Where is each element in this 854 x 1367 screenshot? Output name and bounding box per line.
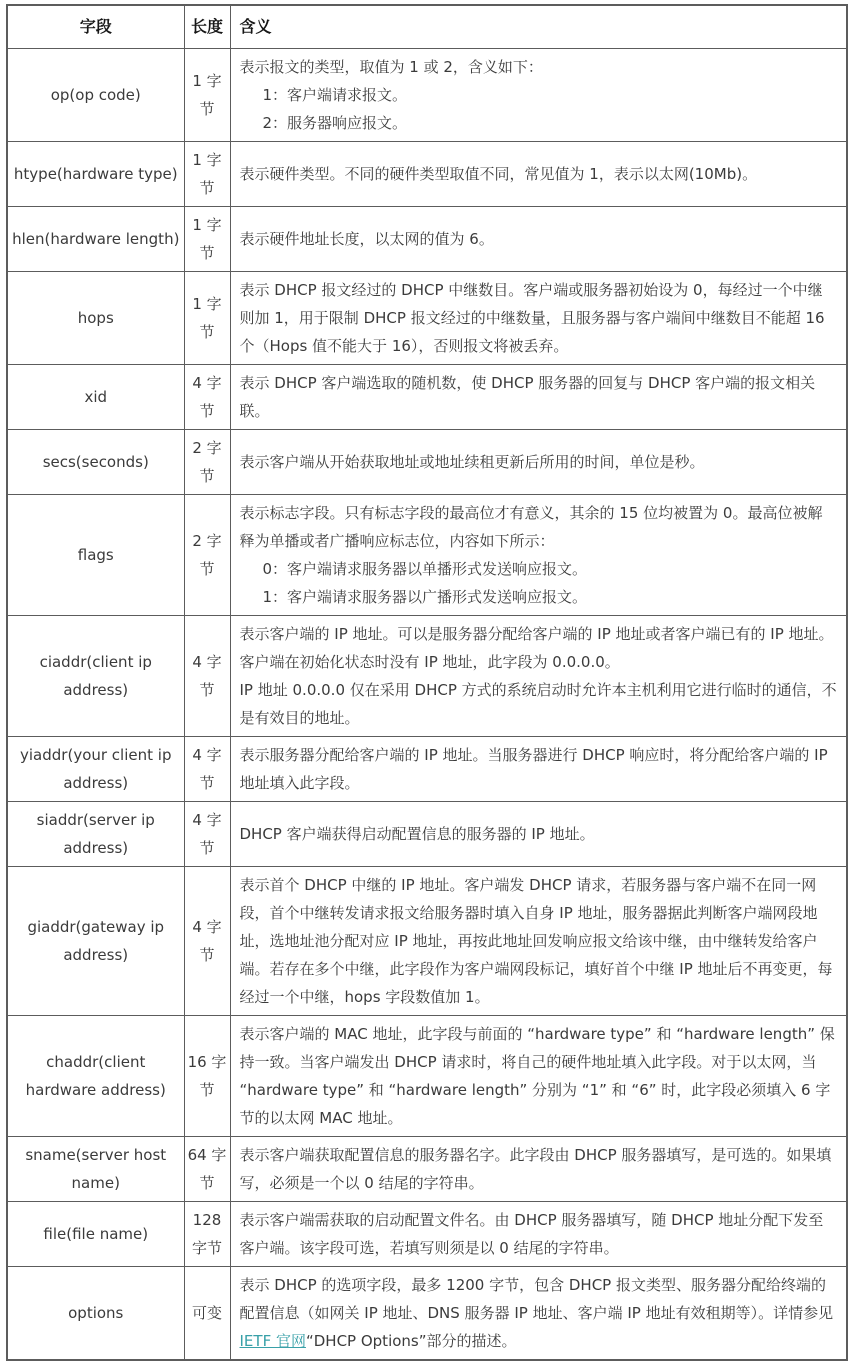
- field-length-cell: 4 字节: [184, 737, 230, 802]
- table-row-yiaddr: [7, 737, 847, 802]
- meaning-text: 0：客户端请求服务器以单播形式发送响应报文。: [262, 560, 588, 578]
- field-length-cell: 4 字节: [184, 802, 230, 867]
- field-length-cell: 1 字节: [184, 207, 230, 272]
- field-length-cell: 可变: [184, 1267, 230, 1361]
- meaning-text: 1：客户端请求服务器以广播形式发送响应报文。: [262, 588, 588, 606]
- meaning-paragraph: [240, 620, 838, 676]
- field-meaning-cell: [230, 616, 847, 737]
- column-header-length: 长度: [184, 5, 230, 49]
- field-name-cell: ciaddr(client ip address): [7, 616, 184, 737]
- meaning-paragraph: [240, 1141, 838, 1197]
- meaning-text: 表示客户端的 MAC 地址，此字段与前面的 “hardware type” 和 “hardware length” 保持一致。当客户端发出 DHCP 请求时，将自己的硬件地址填入此字段。对于以太网，当 “hardware type” 和 “hardware length” 分别为 “1” 和 “6” 时，此字段必须填入 6 字节的以太网 MAC 地址。: [239, 1025, 835, 1127]
- field-length-cell: 2 字节: [184, 495, 230, 616]
- field-length-cell: 16 字节: [184, 1016, 230, 1137]
- table-row-file: [7, 1202, 847, 1267]
- meaning-paragraph: [240, 1271, 838, 1355]
- field-meaning-cell: [230, 1202, 847, 1267]
- table-row-flags: [7, 495, 847, 616]
- field-length-cell: 2 字节: [184, 430, 230, 495]
- meaning-text: 表示客户端从开始获取地址或地址续租更新后所用的时间，单位是秒。: [239, 453, 705, 471]
- table-header-row: [7, 5, 847, 49]
- field-length-cell: 1 字节: [184, 272, 230, 365]
- field-length-cell: 4 字节: [184, 365, 230, 430]
- field-length-cell: 1 字节: [184, 142, 230, 207]
- table-row-chaddr: [7, 1016, 847, 1137]
- meaning-list-item: [240, 109, 838, 137]
- field-meaning-cell: [230, 142, 847, 207]
- meaning-paragraph: [240, 448, 838, 476]
- table-row-siaddr: [7, 802, 847, 867]
- field-length-cell: 128 字节: [184, 1202, 230, 1267]
- meaning-list-item: [240, 555, 838, 583]
- table-body: [7, 49, 847, 1361]
- field-name-cell: chaddr(client hardware address): [7, 1016, 184, 1137]
- field-meaning-cell: [230, 207, 847, 272]
- table-row-htype: [7, 142, 847, 207]
- field-meaning-cell: [230, 867, 847, 1016]
- meaning-paragraph: [240, 741, 838, 797]
- meaning-text: 表示 DHCP 客户端选取的随机数，使 DHCP 服务器的回复与 DHCP 客户端的报文相关联。: [239, 374, 816, 420]
- table-row-options: [7, 1267, 847, 1361]
- table-row-sname: [7, 1137, 847, 1202]
- meaning-text: “DHCP Options”部分的描述。: [305, 1332, 517, 1350]
- field-name-cell: htype(hardware type): [7, 142, 184, 207]
- meaning-paragraph: [240, 1206, 838, 1262]
- table-row-op: [7, 49, 847, 142]
- meaning-text: IP 地址 0.0.0.0 仅在采用 DHCP 方式的系统启动时允许本主机利用它进行临时的通信，不是有效目的地址。: [239, 681, 837, 727]
- meaning-list-item: [240, 81, 838, 109]
- meaning-paragraph: [240, 369, 838, 425]
- meaning-text: DHCP 客户端获得启动配置信息的服务器的 IP 地址。: [239, 825, 595, 843]
- field-length-cell: 4 字节: [184, 616, 230, 737]
- meaning-text: 1：客户端请求报文。: [262, 86, 408, 104]
- table-row-xid: [7, 365, 847, 430]
- meaning-text: 表示报文的类型，取值为 1 或 2，含义如下：: [239, 58, 543, 76]
- ietf-website-link[interactable]: IETF 官网: [239, 1332, 306, 1350]
- meaning-text: 2：服务器响应报文。: [262, 114, 408, 132]
- meaning-text: 表示服务器分配给客户端的 IP 地址。当服务器进行 DHCP 响应时，将分配给客户端的 IP 地址填入此字段。: [239, 746, 828, 792]
- field-meaning-cell: [230, 1267, 847, 1361]
- field-meaning-cell: [230, 272, 847, 365]
- field-name-cell: op(op code): [7, 49, 184, 142]
- meaning-text: 表示标志字段。只有标志字段的最高位才有意义，其余的 15 位均被置为 0。最高位被解释为单播或者广播响应标志位，内容如下所示：: [239, 504, 823, 550]
- field-meaning-cell: [230, 49, 847, 142]
- column-header-meaning: 含义: [230, 5, 847, 49]
- field-meaning-cell: [230, 1137, 847, 1202]
- field-name-cell: secs(seconds): [7, 430, 184, 495]
- field-name-cell: hlen(hardware length): [7, 207, 184, 272]
- meaning-paragraph: [240, 160, 838, 188]
- field-name-cell: yiaddr(your client ip address): [7, 737, 184, 802]
- table-row-ciaddr: [7, 616, 847, 737]
- meaning-list-item: [240, 583, 838, 611]
- dhcp-fields-table: [6, 4, 848, 1361]
- field-name-cell: hops: [7, 272, 184, 365]
- meaning-text: 表示 DHCP 报文经过的 DHCP 中继数目。客户端或服务器初始设为 0，每经过一个中继则加 1，用于限制 DHCP 报文经过的中继数量，且服务器与客户端间中继数目不能超 16 个（Hops 值不能大于 16），否则报文将被丢弃。: [239, 281, 825, 355]
- field-meaning-cell: [230, 1016, 847, 1137]
- meaning-paragraph: [240, 53, 838, 81]
- field-meaning-cell: [230, 495, 847, 616]
- table-row-hlen: [7, 207, 847, 272]
- column-header-field: 字段: [7, 5, 184, 49]
- meaning-text: 表示 DHCP 的选项字段，最多 1200 字节，包含 DHCP 报文类型、服务器分配给终端的配置信息（如网关 IP 地址、DNS 服务器 IP 地址、客户端 IP 地址有效租期等）。详情参见: [239, 1276, 834, 1322]
- meaning-text: 表示首个 DHCP 中继的 IP 地址。客户端发 DHCP 请求，若服务器与客户端不在同一网段，首个中继转发请求报文给服务器时填入自身 IP 地址，服务器据此判断客户端网段地址，选地址池分配对应 IP 地址，再按此地址回发响应报文给该中继，由中继转发给客户端。若存在多个中继，此字段作为客户端网段标记，填好首个中继 IP 地址后不再变更，每经过一个中继，hops 字段数值加 1。: [239, 876, 833, 1006]
- field-meaning-cell: [230, 737, 847, 802]
- meaning-text: 表示客户端需获取的启动配置文件名。由 DHCP 服务器填写，随 DHCP 地址分配下发至客户端。该字段可选，若填写则须是以 0 结尾的字符串。: [239, 1211, 824, 1257]
- field-name-cell: sname(server host name): [7, 1137, 184, 1202]
- table-row-giaddr: [7, 867, 847, 1016]
- field-name-cell: options: [7, 1267, 184, 1361]
- meaning-paragraph: [240, 276, 838, 360]
- meaning-text: 表示硬件类型。不同的硬件类型取值不同，常见值为 1，表示以太网(10Mb)。: [239, 165, 758, 183]
- field-name-cell: giaddr(gateway ip address): [7, 867, 184, 1016]
- field-meaning-cell: [230, 365, 847, 430]
- meaning-paragraph: [240, 1020, 838, 1132]
- field-name-cell: flags: [7, 495, 184, 616]
- field-length-cell: 1 字节: [184, 49, 230, 142]
- meaning-paragraph: [240, 499, 838, 555]
- meaning-text: 表示硬件地址长度，以太网的值为 6。: [239, 230, 494, 248]
- meaning-text: 表示客户端获取配置信息的服务器名字。此字段由 DHCP 服务器填写，是可选的。如果填写，必须是一个以 0 结尾的字符串。: [239, 1146, 832, 1192]
- field-name-cell: xid: [7, 365, 184, 430]
- field-meaning-cell: [230, 430, 847, 495]
- meaning-text: 表示客户端的 IP 地址。可以是服务器分配给客户端的 IP 地址或者客户端已有的 IP 地址。客户端在初始化状态时没有 IP 地址，此字段为 0.0.0.0。: [239, 625, 834, 671]
- field-length-cell: 64 字节: [184, 1137, 230, 1202]
- field-name-cell: file(file name): [7, 1202, 184, 1267]
- table-row-hops: [7, 272, 847, 365]
- meaning-paragraph: [240, 225, 838, 253]
- meaning-paragraph: [240, 820, 838, 848]
- meaning-paragraph: [240, 871, 838, 1011]
- field-name-cell: siaddr(server ip address): [7, 802, 184, 867]
- meaning-paragraph: [240, 676, 838, 732]
- field-length-cell: 4 字节: [184, 867, 230, 1016]
- table-row-secs: [7, 430, 847, 495]
- field-meaning-cell: [230, 802, 847, 867]
